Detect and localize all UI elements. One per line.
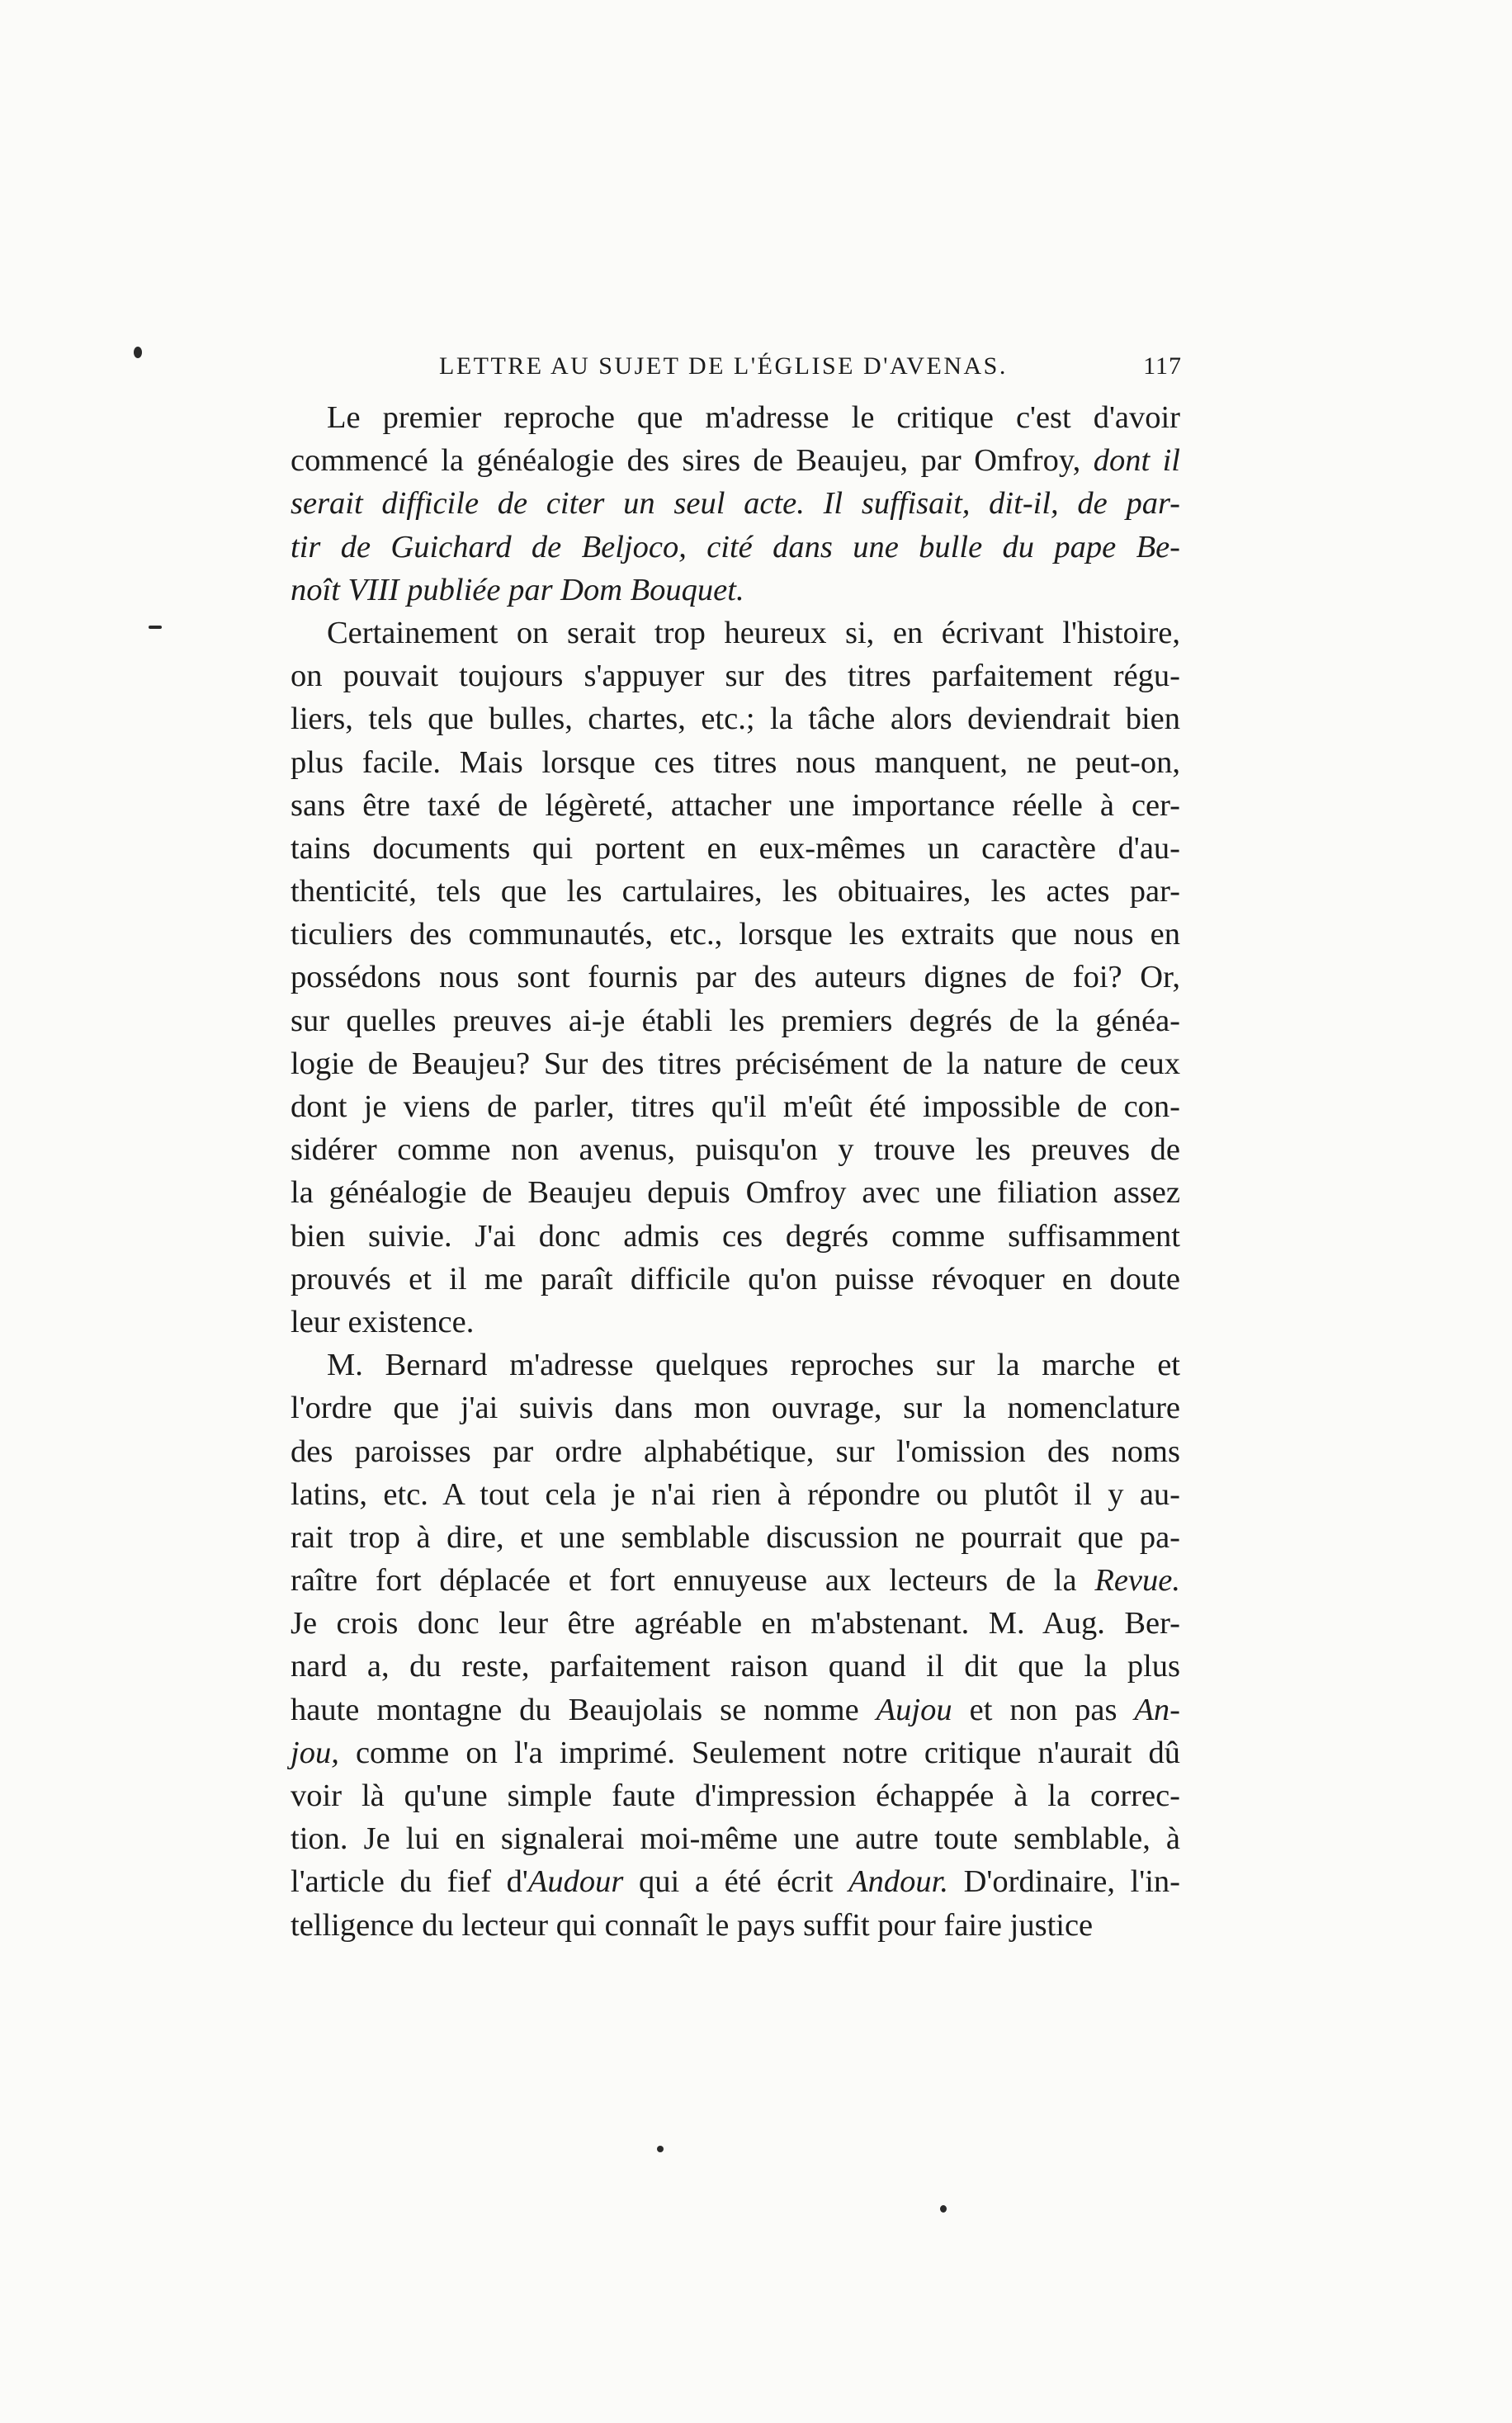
text-line — [291, 1774, 1180, 1817]
text-line — [291, 1473, 1180, 1516]
text-run: la généalogie de Beaujeu depuis Omfroy avec une filiation assez — [291, 1175, 1180, 1211]
text-run: des paroisses par ordre alphabétique, sur l'omission des noms — [291, 1433, 1180, 1469]
text-run: sur quelles preuves ai-je établi les premiers degrés de la généa- — [291, 1003, 1180, 1038]
text-line — [291, 396, 1180, 439]
text-run: logie de Beaujeu? Sur des titres précisément de la nature de ceux — [291, 1046, 1180, 1081]
text-line — [291, 482, 1180, 525]
italic-text: Audour — [527, 1864, 624, 1900]
italic-text: Andour. — [848, 1864, 948, 1900]
text-line — [291, 1602, 1180, 1645]
text-run: sidérer comme non avenus, puisqu'on y trouve les preuves de — [291, 1132, 1180, 1168]
italic-text: An- — [1134, 1692, 1180, 1727]
paragraph — [291, 396, 1180, 612]
running-head-title: LETTRE AU SUJET DE L'ÉGLISE D'AVENAS. — [439, 352, 1008, 380]
text-line — [291, 1689, 1180, 1731]
text-run: sans être taxé de légèreté, attacher une importance réelle à cer- — [291, 787, 1180, 823]
text-run: latins, etc. A tout cela je n'ai rien à répondre ou plutôt il y au- — [291, 1476, 1180, 1512]
text-run: bien suivie. J'ai donc admis ces degrés comme suffisamment — [291, 1218, 1180, 1254]
running-head — [439, 350, 1182, 383]
text-line — [291, 1645, 1180, 1688]
italic-text: Aujou — [876, 1692, 952, 1727]
body-text — [291, 396, 1180, 1947]
text-line — [291, 439, 1180, 482]
text-run: l'article du fief d' — [291, 1864, 528, 1900]
text-line — [291, 1860, 1180, 1903]
ink-speck — [134, 347, 142, 358]
ink-speck — [940, 2205, 947, 2213]
italic-text: Revue. — [1094, 1563, 1180, 1599]
text-line — [291, 784, 1180, 827]
text-line — [291, 1215, 1180, 1258]
text-line — [291, 1386, 1180, 1429]
text-line — [291, 654, 1180, 697]
text-run: plus facile. Mais lorsque ces titres nous manquent, ne peut-on, — [291, 744, 1180, 780]
text-run: voir là qu'une simple faute d'impression échappée à la correc- — [291, 1778, 1180, 1813]
text-run: dont je viens de parler, titres qu'il m'eût été impossible de con- — [291, 1089, 1180, 1124]
text-run: Le premier reproche que m'adresse le critique c'est d'avoir — [327, 400, 1180, 435]
text-run: prouvés et il me paraît difficile qu'on puisse révoquer en doute — [291, 1261, 1180, 1297]
text-line — [291, 1258, 1180, 1301]
text-run: et non pas — [952, 1692, 1135, 1727]
paragraph — [291, 612, 1180, 1344]
text-line — [291, 1817, 1180, 1860]
text-line — [291, 1430, 1180, 1473]
italic-text: noît VIII publiée par Dom Bouquet. — [291, 572, 744, 607]
text-run: Je crois donc leur être agréable en m'abstenant. M. Aug. Ber- — [291, 1606, 1180, 1641]
text-run: tion. Je lui en signalerai moi-même une autre toute semblable, à — [291, 1821, 1180, 1857]
text-run: haute montagne du Beaujolais se nomme — [291, 1692, 876, 1727]
text-line — [291, 1085, 1180, 1128]
ink-speck — [657, 2146, 664, 2152]
italic-text: serait difficile de citer un seul acte. Il suffisait, dit-il, de par- — [291, 486, 1180, 522]
italic-text: dont il — [1093, 443, 1180, 479]
text-line — [291, 569, 1180, 612]
text-line — [291, 526, 1180, 569]
text-line — [291, 697, 1180, 740]
text-run: tains documents qui portent en eux-mêmes un caractère d'au- — [291, 830, 1180, 866]
text-line — [291, 827, 1180, 870]
ink-speck — [149, 626, 162, 629]
text-run: rait trop à dire, et une semblable discussion ne pourrait que pa- — [291, 1519, 1180, 1555]
text-run: on pouvait toujours s'appuyer sur des titres parfaitement régu- — [291, 659, 1180, 694]
text-run: nard a, du reste, parfaitement raison quand il dit que la plus — [291, 1649, 1180, 1684]
italic-text: tir de Guichard de Beljoco, cité dans une bulle du pape Be- — [291, 529, 1180, 564]
text-line — [291, 913, 1180, 956]
text-run: thenticité, tels que les cartulaires, les obituaires, les actes par- — [291, 874, 1180, 909]
text-line — [291, 1344, 1180, 1386]
text-line — [291, 1516, 1180, 1559]
text-line — [291, 870, 1180, 913]
page-number: 117 — [1143, 352, 1182, 380]
text-run: comme on l'a imprimé. Seulement notre critique n'aurait dû — [338, 1735, 1180, 1770]
text-line — [291, 741, 1180, 784]
text-line — [291, 956, 1180, 999]
text-line — [291, 1731, 1180, 1774]
text-run: possédons nous sont fournis par des auteurs dignes de foi? Or, — [291, 960, 1180, 995]
text-run: liers, tels que bulles, chartes, etc.; la tâche alors deviendrait bien — [291, 701, 1180, 737]
text-run: ticuliers des communautés, etc., lorsque les extraits que nous en — [291, 917, 1180, 952]
paragraph — [291, 1344, 1180, 1947]
text-run: telligence du lecteur qui connaît le pays suffit pour faire justice — [291, 1907, 1094, 1943]
text-run: raître fort déplacée et fort ennuyeuse aux lecteurs de la — [291, 1563, 1095, 1599]
text-line — [291, 1128, 1180, 1171]
text-line — [291, 999, 1180, 1042]
text-run: qui a été écrit — [623, 1864, 849, 1900]
text-line — [291, 1042, 1180, 1085]
text-line — [291, 1559, 1180, 1602]
text-run: Certainement on serait trop heureux si, en écrivant l'histoire, — [327, 615, 1180, 650]
text-run: leur existence. — [291, 1304, 475, 1339]
text-run: commencé la généalogie des sires de Beaujeu, par Omfroy, — [291, 443, 1094, 479]
text-run: l'ordre que j'ai suivis dans mon ouvrage, sur la nomenclature — [291, 1391, 1180, 1426]
text-line — [291, 1904, 1180, 1947]
text-line — [291, 1301, 1180, 1344]
text-line — [291, 1171, 1180, 1214]
text-run: D'ordinaire, l'in- — [947, 1864, 1180, 1900]
text-run: M. Bernard m'adresse quelques reproches sur la marche et — [327, 1348, 1180, 1383]
italic-text: jou, — [291, 1735, 339, 1770]
text-line — [291, 612, 1180, 654]
